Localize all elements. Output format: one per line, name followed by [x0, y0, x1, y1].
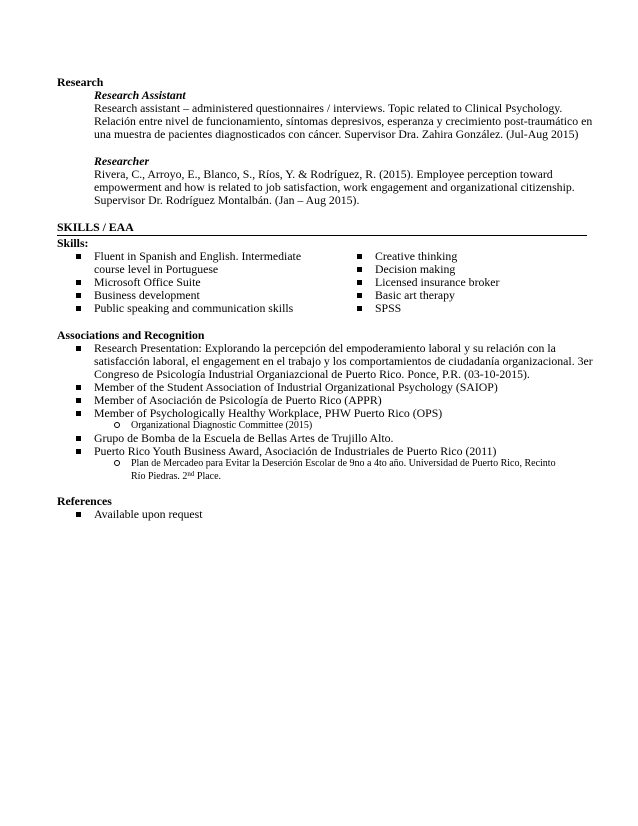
- bullet-square-icon: [76, 385, 81, 390]
- references-heading: References: [57, 494, 112, 508]
- researcher-line-3: Supervisor Dr. Rodríguez Montalbán. (Jan – Aug 2015).: [94, 193, 360, 207]
- skills-label: Skills:: [57, 236, 89, 250]
- bullet-circle-icon: [114, 460, 120, 466]
- assoc-appr: Member of Asociación de Psicología de Puerto Rico (APPR): [94, 393, 382, 407]
- skill-right-5: SPSS: [375, 301, 402, 315]
- references-item: Available upon request: [94, 507, 203, 521]
- associations-heading: Associations and Recognition: [57, 328, 205, 342]
- research-assistant-title: Research Assistant: [94, 88, 186, 102]
- skill-right-4: Basic art therapy: [375, 288, 455, 302]
- skill-left-1-line-2: course level in Portuguese: [94, 262, 219, 276]
- research-assistant-line-1: Research assistant – administered questionnaires / interviews. Topic related to Clinical Psychology.: [94, 101, 563, 115]
- section-divider: [57, 235, 587, 236]
- skill-right-2: Decision making: [375, 262, 456, 276]
- award-sub-text-end: Place.: [194, 471, 222, 482]
- researcher-line-1: Rivera, C., Arroyo, E., Blanco, S., Ríos, Y. & Rodríguez, R. (2015). Employee perception toward: [94, 167, 553, 181]
- assoc-award: Puerto Rico Youth Business Award, Asociación de Industriales de Puerto Rico (2011): [94, 444, 497, 458]
- bullet-square-icon: [76, 254, 81, 259]
- bullet-square-icon: [76, 436, 81, 441]
- assoc-saiop: Member of the Student Association of Industrial Organizational Psychology (SAIOP): [94, 380, 498, 394]
- research-assistant-line-2: Relación entre nivel de funcionamiento, síntomas depresivos, esperanza y crecimiento post-traumático en: [94, 114, 593, 128]
- researcher-line-2: empowerment and how is related to job satisfaction, work engagement and organizational citizenship.: [94, 180, 575, 194]
- bullet-square-icon: [357, 254, 362, 259]
- award-sub-text: Río Piedras. 2: [131, 471, 188, 482]
- assoc-award-sub-line-2: [131, 470, 221, 484]
- bullet-square-icon: [76, 306, 81, 311]
- bullet-square-icon: [76, 512, 81, 517]
- skill-left-4: Public speaking and communication skills: [94, 301, 294, 315]
- bullet-square-icon: [76, 280, 81, 285]
- bullet-square-icon: [76, 411, 81, 416]
- bullet-square-icon: [357, 280, 362, 285]
- ordinal-suffix: nd: [187, 470, 195, 478]
- presentation-line-2: satisfacción laboral, el engagement en el trabajo y los comportamientos de ciudadanía organizacional. 3er: [94, 354, 593, 368]
- skills-section-heading: SKILLS / EAA: [57, 220, 134, 234]
- bullet-square-icon: [76, 293, 81, 298]
- research-assistant-line-3: una muestra de pacientes diagnosticados con cáncer. Supervisor Dra. Zahira González. (Jul-Aug 2015): [94, 127, 579, 141]
- presentation-line-1: Research Presentation: Explorando la percepción del empoderamiento laboral y su relación con la: [94, 341, 556, 355]
- research-heading: Research: [57, 75, 104, 89]
- skill-left-3: Business development: [94, 288, 200, 302]
- bullet-square-icon: [357, 293, 362, 298]
- assoc-bomba: Grupo de Bomba de la Escuela de Bellas Artes de Trujillo Alto.: [94, 431, 394, 445]
- assoc-phw: Member of Psychologically Healthy Workplace, PHW Puerto Rico (OPS): [94, 406, 443, 420]
- presentation-line-3: Congreso de Psicología Industrial Organiazcional de Puerto Rico. Ponce, P.R. (03-10-2015).: [94, 367, 530, 381]
- assoc-phw-sub: Organizational Diagnostic Committee (2015): [131, 420, 313, 431]
- assoc-award-sub-line-1: Plan de Mercadeo para Evitar la Deserción Escolar de 9no a 4to año. Universidad de Puerto Rico, Recinto: [131, 458, 556, 469]
- skill-right-1: Creative thinking: [375, 249, 458, 263]
- bullet-square-icon: [76, 398, 81, 403]
- skill-left-2: Microsoft Office Suite: [94, 275, 201, 289]
- bullet-square-icon: [357, 306, 362, 311]
- bullet-square-icon: [76, 346, 81, 351]
- bullet-square-icon: [76, 449, 81, 454]
- bullet-square-icon: [357, 267, 362, 272]
- bullet-circle-icon: [114, 422, 120, 428]
- researcher-title: Researcher: [94, 154, 150, 168]
- skill-right-3: Licensed insurance broker: [375, 275, 500, 289]
- skill-left-1-line-1: Fluent in Spanish and English. Intermediate: [94, 249, 302, 263]
